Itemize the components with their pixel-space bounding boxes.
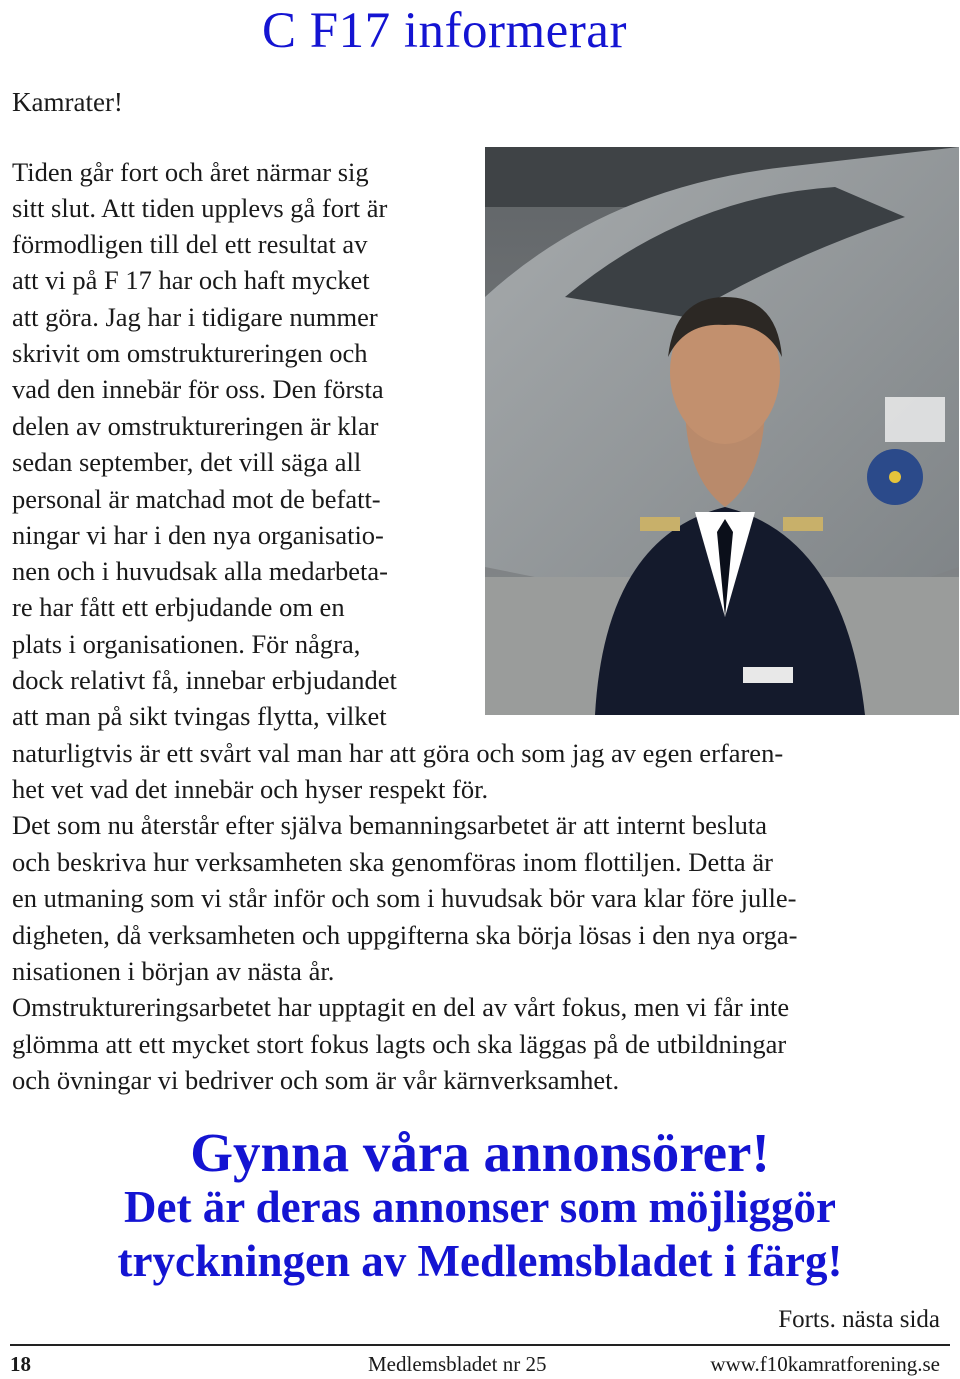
article-line: Tiden går fort och året närmar sig xyxy=(12,157,369,187)
article-line: Omstruktureringsarbetet har upptagit en del av vårt fokus, men vi får inte xyxy=(12,992,790,1022)
article-line: att göra. Jag har i tidigare nummer xyxy=(12,302,378,332)
ad-line: tryckningen av Medlemsbladet i färg! xyxy=(117,1236,843,1286)
article-line: och beskriva hur verksamheten ska genomföras inom flottiljen. Detta är xyxy=(12,847,773,877)
ad-line: Det är deras annonser som möjliggör xyxy=(123,1182,837,1232)
footer-divider xyxy=(10,1344,950,1346)
article-line: nen och i huvudsak alla medarbeta- xyxy=(12,556,389,586)
photo-illustration xyxy=(485,147,959,715)
article-line: Det som nu återstår efter själva bemanningsarbetet är att internt besluta xyxy=(12,810,767,840)
article-line: het vet vad det innebär och hyser respekt för. xyxy=(12,774,489,804)
article-line: digheten, då verksamheten och uppgifterna ska börja lösas i den nya orga- xyxy=(12,920,798,950)
article-line: att vi på F 17 har och haft mycket xyxy=(12,265,370,295)
article-line: glömma att ett mycket stort fokus lagts och ska läggas på de utbildningar xyxy=(12,1029,787,1059)
publication-name: Medlemsbladet nr 25 xyxy=(368,1352,547,1376)
page-footer xyxy=(10,1350,940,1378)
article-line: sedan september, det vill säga all xyxy=(12,447,362,477)
website-link[interactable]: www.f10kamratforening.se xyxy=(710,1352,940,1376)
article-line: delen av omstruktureringen är klar xyxy=(12,411,379,441)
article-line: att man på sikt tvingas flytta, vilket xyxy=(12,701,387,731)
continued-note: Forts. nästa sida xyxy=(778,1306,940,1333)
ad-headline: Gynna våra annonsörer! xyxy=(190,1122,770,1183)
article-line: ningar vi har i den nya organisatio- xyxy=(12,520,384,550)
page-title: C F17 informerar xyxy=(262,3,627,59)
article-line: re har fått ett erbjudande om en xyxy=(12,592,345,622)
article-line: och övningar vi bedriver och som är vår kärnverksamhet. xyxy=(12,1065,620,1095)
article-line: vad den innebär för oss. Den första xyxy=(12,374,384,404)
article-line: personal är matchad mot de befatt- xyxy=(12,484,381,514)
greeting: Kamrater! xyxy=(12,87,123,117)
article-line: förmodligen till del ett resultat av xyxy=(12,229,368,259)
commander-photo xyxy=(485,147,959,715)
article-line: sitt slut. Att tiden upplevs gå fort är xyxy=(12,193,388,223)
article-line: naturligtvis är ett svårt val man har att göra och som jag av egen erfaren- xyxy=(12,738,784,768)
page-number: 18 xyxy=(10,1352,31,1376)
article-line: dock relativt få, innebar erbjudandet xyxy=(12,665,397,695)
article-line: nisationen i början av nästa år. xyxy=(12,956,335,986)
article-line: plats i organisationen. För några, xyxy=(12,629,361,659)
article-line: en utmaning som vi står inför och som i huvudsak bör vara klar före julle- xyxy=(12,883,797,913)
article-line: skrivit om omstruktureringen och xyxy=(12,338,368,368)
